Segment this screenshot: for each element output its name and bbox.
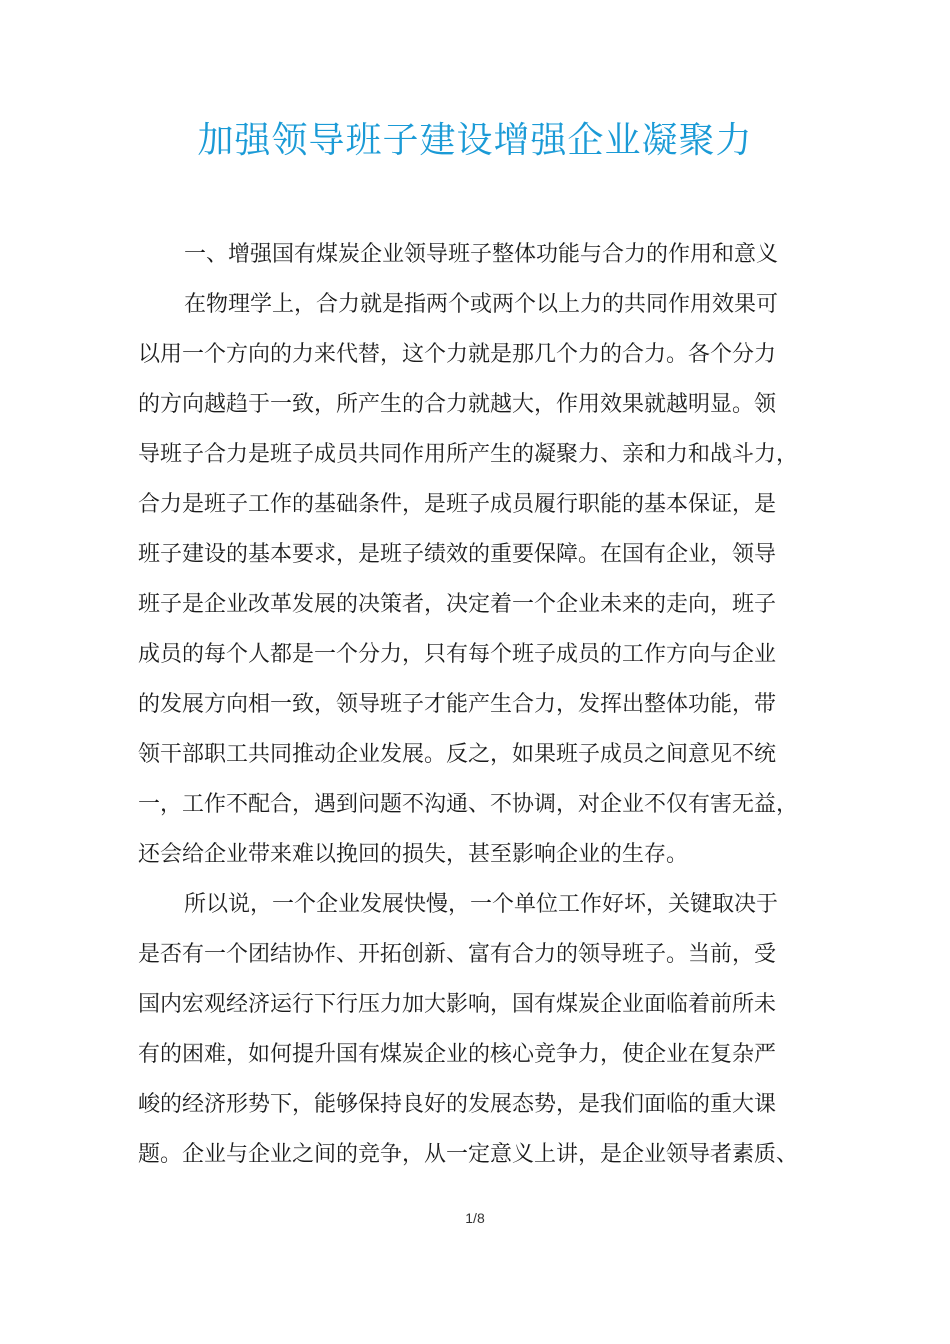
paragraph-line: 是否有一个团结协作、开拓创新、富有合力的领导班子。当前，受 [138,942,777,967]
paragraph-line: 的发展方向相一致，领导班子才能产生合力，发挥出整体功能，带 [138,692,777,717]
paragraph-line: 领干部职工共同推动企业发展。反之，如果班子成员之间意见不统 [138,742,777,767]
paragraph-line: 合力是班子工作的基础条件，是班子成员履行职能的基本保证，是 [138,492,777,517]
paragraph-line: 题。企业与企业之间的竞争，从一定意义上讲，是企业领导者素质、 [138,1142,799,1167]
paragraph-line: 班子是企业改革发展的决策者，决定着一个企业未来的走向，班子 [138,592,777,617]
document-title: 加强领导班子建设增强企业凝聚力 [197,120,753,161]
document-body [138,230,828,1180]
page-number: 1/8 [465,1210,485,1226]
section-heading: 一、增强国有煤炭企业领导班子整体功能与合力的作用和意义 [184,242,779,267]
paragraph-line: 班子建设的基本要求，是班子绩效的重要保障。在国有企业，领导 [138,542,777,567]
paragraph-line: 国内宏观经济运行下行压力加大影响，国有煤炭企业面临着前所未 [138,992,777,1017]
paragraph-line: 有的困难，如何提升国有煤炭企业的核心竞争力，使企业在复杂严 [138,1042,777,1067]
paragraph-line: 的方向越趋于一致，所产生的合力就越大，作用效果就越明显。领 [138,392,777,417]
paragraph-line: 导班子合力是班子成员共同作用所产生的凝聚力、亲和力和战斗力， [138,442,799,467]
paragraph-line: 一，工作不配合，遇到问题不沟通、不协调，对企业不仅有害无益， [138,792,799,817]
paragraph-line: 成员的每个人都是一个分力，只有每个班子成员的工作方向与企业 [138,642,777,667]
paragraph-line: 以用一个方向的力来代替，这个力就是那几个力的合力。各个分力 [138,342,777,367]
paragraph-line: 所以说，一个企业发展快慢，一个单位工作好坏，关键取决于 [184,892,779,917]
paragraph-2 [138,880,828,1180]
paragraph-line: 在物理学上，合力就是指两个或两个以上力的共同作用效果可 [184,292,779,317]
paragraph-1 [138,280,828,880]
paragraph-line: 峻的经济形势下，能够保持良好的发展态势，是我们面临的重大课 [138,1092,777,1117]
paragraph-line: 还会给企业带来难以挽回的损失，甚至影响企业的生存。 [138,842,689,867]
